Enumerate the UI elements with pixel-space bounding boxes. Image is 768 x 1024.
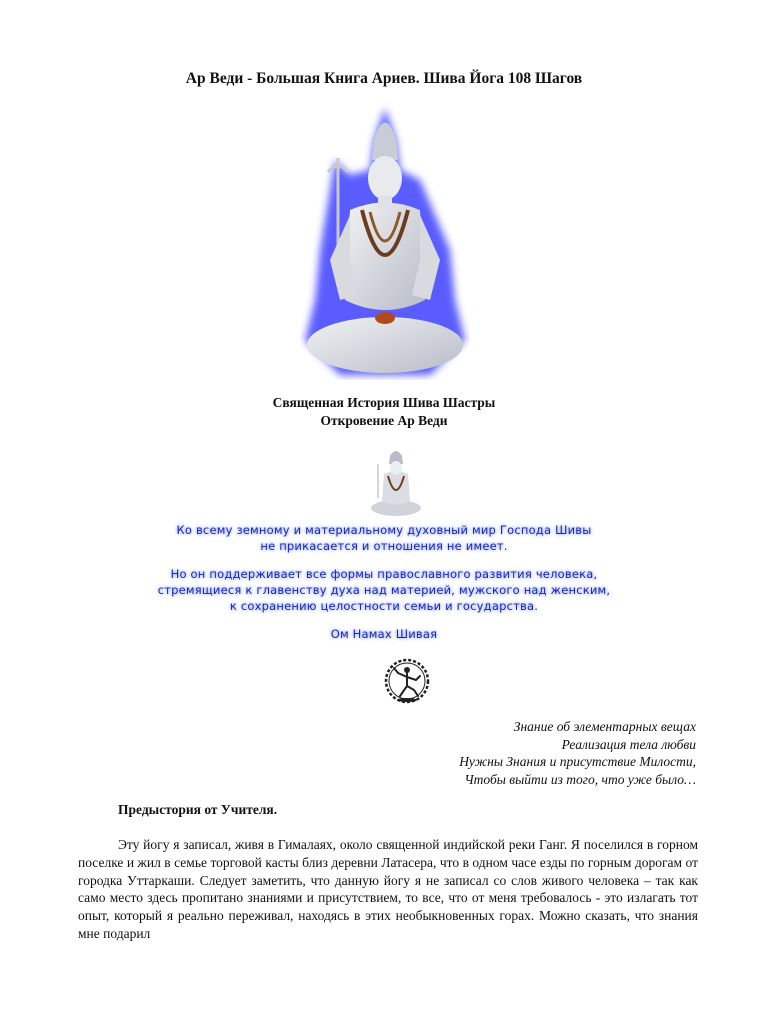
shiva-small-image [368,446,424,518]
poem-line: Чтобы выйти из того, что уже было… [464,771,696,787]
subheading-line-2: Откровение Ар Веди [320,413,448,428]
shiva-statue-image [300,100,470,380]
body-paragraph: Эту йогу я записал, живя в Гималаях, около священной индийской реки Ганг. Я поселился в горном поселке и жил в семье торговой касты близ деревни Латасера, что в одном часе езды по горным дорогам от городка Уттаркаши. Следует заметить, что данную йогу я не записал со слов живого человека – так как само место здесь пропитано знаниями и присутствием, то все, что от меня требовалось - это излагать тот опыт, который я реально переживал, находясь в этих необыкновенных горах. Можно сказать, что знания мне подарил [78,837,698,941]
banner-line: Но он поддерживает все формы православного развития человека, [170,567,598,581]
banner-line: не прикасается и отношения не имеет. [260,539,508,553]
section-heading: Предыстория от Учителя. [118,802,278,817]
banner-line: Ко всему земному и материальному духовный мир Господа Шивы [176,523,592,537]
banner-text [150,522,618,654]
banner-line: к сохранению целостности семьи и государства. [229,599,539,613]
nataraja-emblem-icon [382,656,432,706]
document-title: Ар Веди - Большая Книга Ариев. Шива Йога 108 Шагов [185,70,583,87]
poem-line: Знание об элементарных вещах [513,719,696,734]
poem-line: Реализация тела любви [561,736,696,752]
document-subheading [0,394,768,430]
banner-mantra: Ом Намах Шивая [330,627,438,641]
poem-line: Нужны Знания и присутствие Милости, [459,754,696,769]
banner-line: стремящиеся к главенству духа над материей, мужского над женским, [157,583,611,597]
subheading-line-1: Священная История Шива Шастры [272,395,496,410]
epigraph-poem [296,718,696,788]
